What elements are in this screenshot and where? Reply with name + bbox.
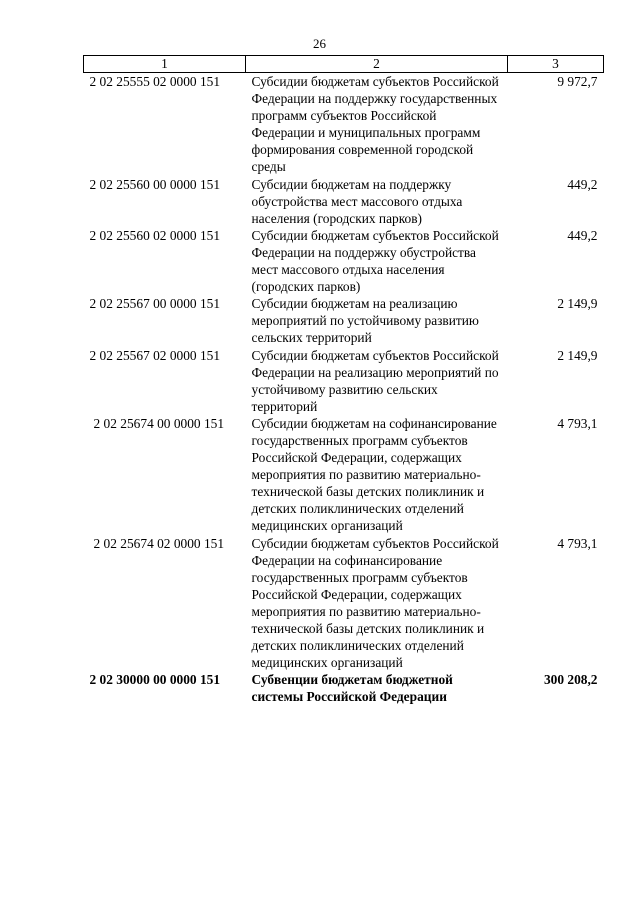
header-col-3: 3 xyxy=(508,56,604,73)
item-amount: 300 208,2 xyxy=(543,672,598,688)
budget-code: 2 02 25567 00 0000 151 xyxy=(89,296,221,312)
item-amount: 449,2 xyxy=(567,176,598,192)
item-amount: 4 793,1 xyxy=(557,415,598,431)
table-row xyxy=(84,227,604,295)
item-description: Субвенции бюджетам бюджетной системы Российской Федерации xyxy=(251,672,453,705)
item-description: Субсидии бюджетам субъектов Российской Федерации на реализацию мероприятий по устойчивому развитию сельских территорий xyxy=(251,347,499,414)
header-row xyxy=(84,56,604,73)
table-row xyxy=(84,415,604,535)
budget-code: 2 02 25555 02 0000 151 xyxy=(89,74,221,89)
item-amount: 449,2 xyxy=(567,227,598,243)
item-description: Субсидии бюджетам на реализацию мероприятий по устойчивому развитию сельских территорий xyxy=(251,296,479,346)
table-row xyxy=(84,671,604,705)
budget-code: 2 02 30000 00 0000 151 xyxy=(89,672,221,688)
item-description: Субсидии бюджетам субъектов Российской Федерации на поддержку государственных программ субъектов Российской Федерации и муниципальных программ формирования современной городской среды xyxy=(251,74,499,175)
budget-code: 2 02 25560 00 0000 151 xyxy=(89,176,221,192)
budget-code: 2 02 25674 02 0000 151 xyxy=(93,535,225,551)
table-body xyxy=(84,73,604,706)
item-description: Субсидии бюджетам субъектов Российской Федерации на софинансирование государственных программ субъектов Российской Федерации, содержащих мероприятия по развитию материально-технической базы детских поликлиник и детских поликлинических отделений медицинских организаций xyxy=(251,535,499,671)
table-row xyxy=(84,73,604,176)
table-row xyxy=(84,176,604,227)
table-row xyxy=(84,295,604,346)
header-col-1: 1 xyxy=(84,56,246,73)
budget-code: 2 02 25560 02 0000 151 xyxy=(89,227,221,243)
budget-table xyxy=(83,55,604,705)
budget-code: 2 02 25674 00 0000 151 xyxy=(93,415,225,431)
item-amount: 2 149,9 xyxy=(557,296,598,312)
item-amount: 9 972,7 xyxy=(557,74,598,89)
table-header xyxy=(84,56,604,73)
page-number: 26 xyxy=(313,36,326,51)
item-description: Субсидии бюджетам субъектов Российской Федерации на поддержку обустройства мест массового отдыха населения (городских парков) xyxy=(251,227,499,295)
budget-code: 2 02 25567 02 0000 151 xyxy=(89,347,221,363)
item-description: Субсидии бюджетам на софинансирование государственных программ субъектов Российской Федерации, содержащих мероприятия по развитию материально-технической базы детских поликлиник и детских поликлинических отделений медицинских организаций xyxy=(251,415,497,534)
item-amount: 4 793,1 xyxy=(557,535,598,551)
header-col-2: 2 xyxy=(246,56,508,73)
table-row xyxy=(84,347,604,415)
table-row xyxy=(84,535,604,672)
item-amount: 2 149,9 xyxy=(557,347,598,363)
item-description: Субсидии бюджетам на поддержку обустройства мест массового отдыха населения (городских парков) xyxy=(251,176,463,226)
